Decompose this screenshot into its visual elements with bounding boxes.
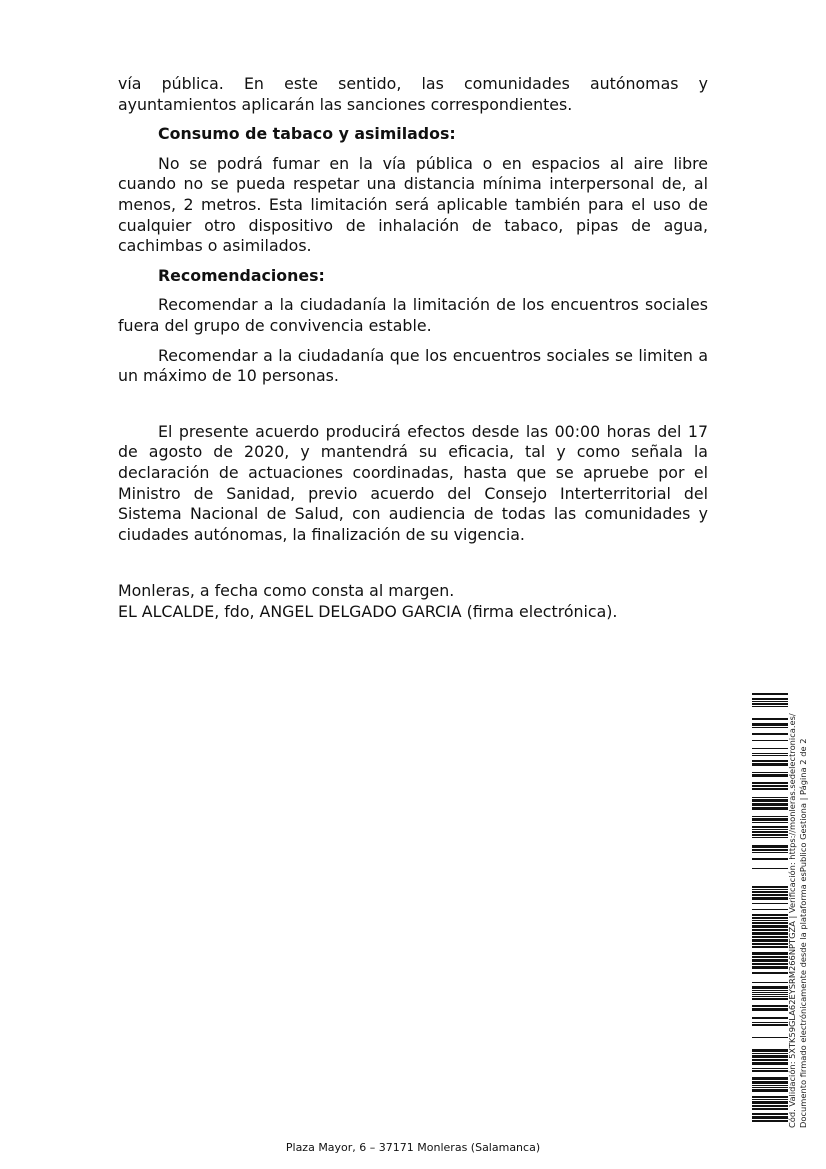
signature-alcalde: EL ALCALDE, fdo, ANGEL DELGADO GARCIA (firma electrónica).	[118, 601, 618, 621]
heading-tabaco: Consumo de tabaco y asimilados:	[158, 124, 456, 144]
page-footer-address: Plaza Mayor, 6 – 37171 Monleras (Salamanca)	[285, 1141, 541, 1154]
barcode-image	[752, 693, 788, 1128]
document-body	[118, 74, 708, 622]
signature-place-date: Monleras, a fecha como consta al margen.	[118, 581, 455, 601]
paragraph-efectos: El presente acuerdo producirá efectos desde las 00:00 horas del 17 de agosto de 2020, y mantendrá su eficacia, tal y como señala la declaración de actuaciones coordinadas, hasta que se apruebe por el Ministro de Sanidad, previo acuerdo del Consejo Interterritorial del Sistema Nacional de Salud, con audiencia de todas las comunidades y ciudades autónomas, la finalización de su vigencia.	[118, 421, 708, 544]
paragraph-recomendacion-2: Recomendar a la ciudadanía que los encuentros sociales se limiten a un máximo de 10 personas.	[118, 345, 708, 386]
validation-code-line: Cód. Validación: 5XTK59GLA62EYSRM266NPTGZA | Verificación: https://monleras.sedelectronica.es/	[787, 713, 797, 1128]
paragraph-tabaco: No se podrá fumar en la vía pública o en espacios al aire libre cuando no se pueda respetar una distancia mínima interpersonal de, al menos, 2 metros. Esta limitación será aplicable también para el uso de cualquier otro dispositivo de inhalación de tabaco, pipas de agua, cachimbas o asimilados.	[118, 153, 708, 256]
paragraph-recomendacion-1: Recomendar a la ciudadanía la limitación de los encuentros sociales fuera del grupo de convivencia estable.	[118, 295, 708, 335]
paragraph-sanciones: vía pública. En este sentido, las comunidades autónomas y ayuntamientos aplicarán las sanciones correspondientes.	[118, 74, 708, 114]
validation-side-text	[787, 683, 808, 1128]
heading-recomendaciones: Recomendaciones:	[158, 265, 325, 285]
document-signed-line: Documento firmado electrónicamente desde la plataforma esPublico Gestiona | Página 2 de 2	[797, 738, 808, 1128]
